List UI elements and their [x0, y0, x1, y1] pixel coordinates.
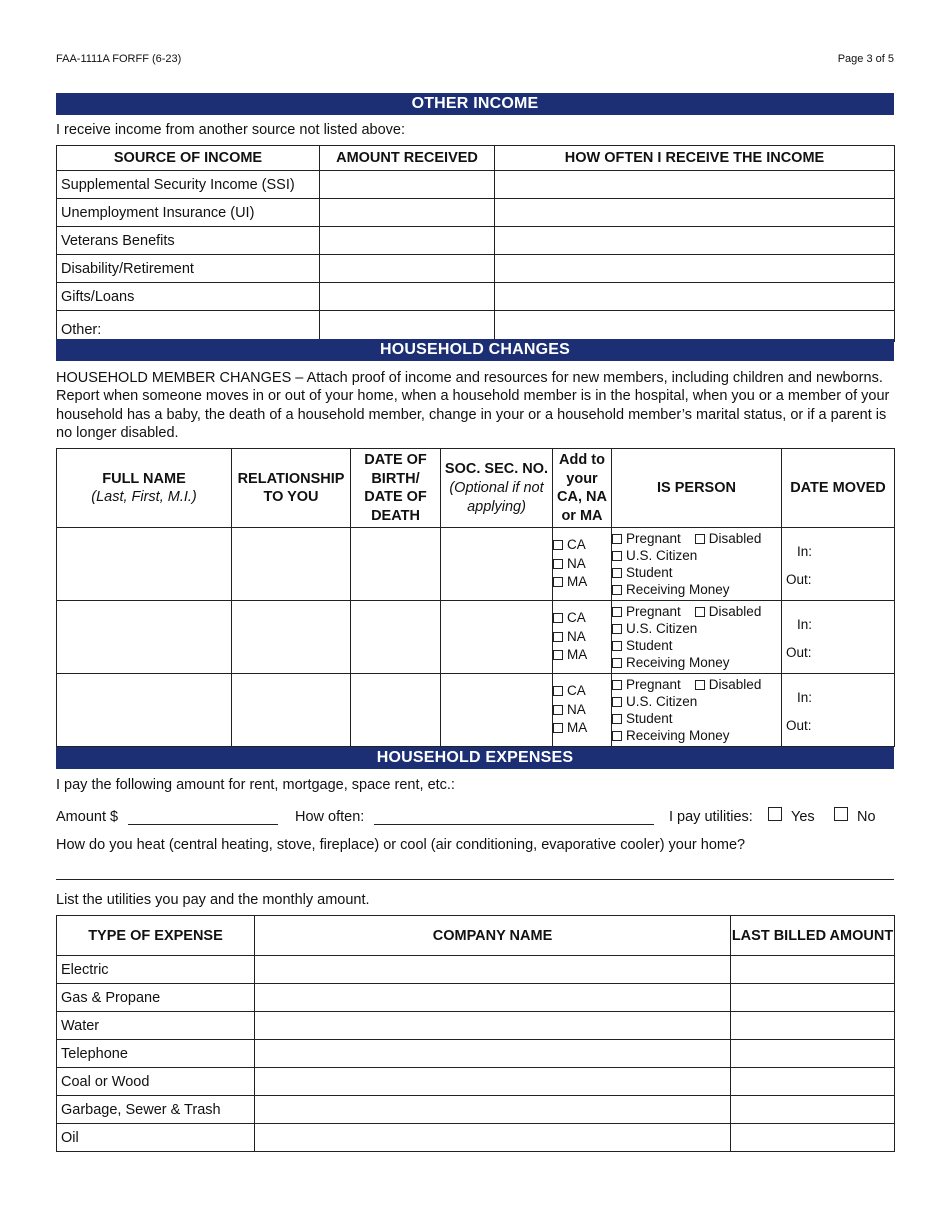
last-billed-field[interactable]: [731, 984, 895, 1012]
option-citizen[interactable]: [612, 547, 781, 564]
moved-in-label: In:: [797, 544, 813, 559]
how-often-field[interactable]: [495, 311, 895, 342]
na-checkbox[interactable]: [553, 559, 563, 569]
full-name-field[interactable]: [57, 528, 232, 601]
citizen-checkbox[interactable]: [612, 697, 622, 707]
income-source-other-label: Other:: [57, 311, 320, 342]
table-row: [57, 283, 895, 311]
option-ca[interactable]: [553, 536, 611, 555]
col-company-name: COMPANY NAME: [255, 916, 731, 956]
ma-checkbox[interactable]: [553, 650, 563, 660]
date-moved-cell[interactable]: [782, 601, 895, 674]
amount-received-field[interactable]: [320, 283, 495, 311]
table-row: [57, 255, 895, 283]
option-student[interactable]: [612, 637, 781, 654]
last-billed-field[interactable]: [731, 1012, 895, 1040]
other-income-intro: I receive income from another source not listed above:: [56, 122, 405, 138]
expense-type-label: Electric: [57, 956, 255, 984]
ssn-field[interactable]: [441, 601, 553, 674]
disabled-checkbox[interactable]: [695, 534, 705, 544]
student-checkbox[interactable]: [612, 714, 622, 724]
ssn-subheading: (Optional if not applying): [449, 479, 544, 515]
is-person-options: [612, 674, 782, 747]
option-pregnant[interactable]: [612, 604, 681, 619]
income-source-label: Disability/Retirement: [57, 255, 320, 283]
utilities-label: I pay utilities:: [669, 809, 753, 825]
citizen-checkbox[interactable]: [612, 551, 622, 561]
table-row: [57, 171, 895, 199]
company-name-field[interactable]: [255, 1096, 731, 1124]
dob-field[interactable]: [351, 601, 441, 674]
company-name-field[interactable]: [255, 984, 731, 1012]
option-pregnant[interactable]: [612, 531, 681, 546]
pregnant-label: Pregnant: [626, 531, 681, 546]
disabled-checkbox[interactable]: [695, 607, 705, 617]
pregnant-checkbox[interactable]: [612, 607, 622, 617]
full-name-subheading: (Last, First, M.I.): [91, 489, 197, 505]
amount-received-field[interactable]: [320, 255, 495, 283]
company-name-field[interactable]: [255, 1068, 731, 1096]
option-pregnant[interactable]: [612, 677, 681, 692]
option-disabled[interactable]: [695, 531, 762, 546]
form-id: FAA-1111A FORFF (6-23): [56, 53, 182, 65]
col-soc-sec-no: [441, 449, 553, 528]
table-row: [57, 1012, 895, 1040]
option-ma[interactable]: [553, 719, 611, 738]
ca-checkbox[interactable]: [553, 686, 563, 696]
ca-label: CA: [567, 537, 586, 553]
option-ma[interactable]: [553, 573, 611, 592]
money-label: Receiving Money: [626, 582, 730, 597]
money-checkbox[interactable]: [612, 731, 622, 741]
utilities-yes-label: Yes: [791, 809, 815, 825]
pregnant-label: Pregnant: [626, 604, 681, 619]
ca-label: CA: [567, 683, 586, 699]
moved-in-label: In:: [797, 617, 813, 632]
money-checkbox[interactable]: [612, 658, 622, 668]
student-label: Student: [626, 565, 673, 580]
add-to-options: [553, 528, 612, 601]
na-checkbox[interactable]: [553, 632, 563, 642]
option-ca[interactable]: [553, 609, 611, 628]
table-row: [57, 601, 895, 674]
table-row: [57, 1124, 895, 1152]
option-disabled[interactable]: [695, 677, 762, 692]
option-student[interactable]: [612, 564, 781, 581]
ma-checkbox[interactable]: [553, 577, 563, 587]
option-na[interactable]: [553, 628, 611, 647]
col-last-billed-amount: LAST BILLED AMOUNT: [731, 916, 895, 956]
ssn-field[interactable]: [441, 528, 553, 601]
money-label: Receiving Money: [626, 655, 730, 670]
is-person-options: [612, 528, 782, 601]
full-name-field[interactable]: [57, 674, 232, 747]
dob-field[interactable]: [351, 528, 441, 601]
company-name-field[interactable]: [255, 1012, 731, 1040]
na-label: NA: [567, 628, 586, 644]
table-row: [57, 311, 895, 342]
last-billed-field[interactable]: [731, 1096, 895, 1124]
col-type-of-expense: TYPE OF EXPENSE: [57, 916, 255, 956]
pregnant-checkbox[interactable]: [612, 534, 622, 544]
income-source-label: Gifts/Loans: [57, 283, 320, 311]
student-checkbox[interactable]: [612, 641, 622, 651]
amount-received-field[interactable]: [320, 311, 495, 342]
other-income-banner: OTHER INCOME: [56, 93, 894, 115]
relationship-field[interactable]: [232, 528, 351, 601]
expense-type-label: Telephone: [57, 1040, 255, 1068]
last-billed-field[interactable]: [731, 1124, 895, 1152]
how-often-label: How often:: [295, 809, 365, 825]
other-income-table: [56, 145, 895, 342]
moved-out-label: Out:: [786, 572, 812, 587]
option-ma[interactable]: [553, 646, 611, 665]
last-billed-field[interactable]: [731, 1068, 895, 1096]
company-name-field[interactable]: [255, 956, 731, 984]
how-often-field[interactable]: [495, 171, 895, 199]
citizen-label: U.S. Citizen: [626, 621, 698, 636]
ma-label: MA: [567, 574, 588, 590]
expense-type-label: Coal or Wood: [57, 1068, 255, 1096]
add-to-options: [553, 674, 612, 747]
date-moved-cell[interactable]: [782, 528, 895, 601]
option-citizen[interactable]: [612, 620, 781, 637]
how-often-field[interactable]: [495, 199, 895, 227]
page-number: Page 3 of 5: [837, 53, 894, 65]
student-label: Student: [626, 711, 673, 726]
utilities-table: [56, 915, 895, 1152]
company-name-field[interactable]: [255, 1124, 731, 1152]
table-row: [57, 199, 895, 227]
expense-type-label: Gas & Propane: [57, 984, 255, 1012]
col-date-of-birth-death: DATE OF BIRTH/ DATE OF DEATH: [351, 449, 441, 528]
option-citizen[interactable]: [612, 693, 781, 710]
amount-label: Amount $: [56, 809, 119, 825]
household-expenses-banner: HOUSEHOLD EXPENSES: [56, 747, 894, 769]
relationship-field[interactable]: [232, 674, 351, 747]
household-changes-banner: HOUSEHOLD CHANGES: [56, 339, 894, 361]
option-na[interactable]: [553, 701, 611, 720]
ma-label: MA: [567, 647, 588, 663]
citizen-label: U.S. Citizen: [626, 548, 698, 563]
disabled-checkbox[interactable]: [695, 680, 705, 690]
amount-input[interactable]: [128, 824, 278, 825]
pregnant-checkbox[interactable]: [612, 680, 622, 690]
income-source-label: Veterans Benefits: [57, 227, 320, 255]
expense-type-label: Water: [57, 1012, 255, 1040]
ca-label: CA: [567, 610, 586, 626]
how-often-field[interactable]: [495, 283, 895, 311]
amount-received-field[interactable]: [320, 199, 495, 227]
student-checkbox[interactable]: [612, 568, 622, 578]
student-label: Student: [626, 638, 673, 653]
disabled-label: Disabled: [708, 604, 762, 619]
income-source-label: Supplemental Security Income (SSI): [57, 171, 320, 199]
citizen-label: U.S. Citizen: [626, 694, 698, 709]
table-row: [57, 227, 895, 255]
full-name-heading: FULL NAME: [102, 471, 186, 487]
pregnant-label: Pregnant: [626, 677, 681, 692]
ca-checkbox[interactable]: [553, 613, 563, 623]
option-receiving-money[interactable]: [612, 727, 781, 744]
money-checkbox[interactable]: [612, 585, 622, 595]
add-to-options: [553, 601, 612, 674]
is-person-options: [612, 601, 782, 674]
full-name-field[interactable]: [57, 601, 232, 674]
ssn-field[interactable]: [441, 674, 553, 747]
table-row: [57, 1068, 895, 1096]
ma-checkbox[interactable]: [553, 723, 563, 733]
utilities-yes-checkbox[interactable]: [768, 807, 782, 821]
col-relationship: RELATIONSHIP TO YOU: [232, 449, 351, 528]
col-amount-received: AMOUNT RECEIVED: [320, 146, 495, 171]
dob-field[interactable]: [351, 674, 441, 747]
option-receiving-money[interactable]: [612, 581, 781, 598]
heat-question: How do you heat (central heating, stove, fireplace) or cool (air conditioning, evaporative cooler) your home?: [56, 837, 746, 853]
table-row: [57, 1096, 895, 1124]
option-receiving-money[interactable]: [612, 654, 781, 671]
disabled-label: Disabled: [708, 677, 762, 692]
how-often-input[interactable]: [374, 824, 654, 825]
rent-intro: I pay the following amount for rent, mortgage, space rent, etc.:: [56, 777, 455, 793]
moved-out-label: Out:: [786, 718, 812, 733]
option-ca[interactable]: [553, 682, 611, 701]
col-full-name: [57, 449, 232, 528]
col-source-of-income: SOURCE OF INCOME: [57, 146, 320, 171]
heat-answer-input[interactable]: [56, 879, 894, 880]
ssn-heading: SOC. SEC. NO.: [444, 460, 549, 477]
utilities-intro: List the utilities you pay and the monthly amount.: [56, 892, 370, 908]
last-billed-field[interactable]: [731, 1040, 895, 1068]
col-how-often: HOW OFTEN I RECEIVE THE INCOME: [495, 146, 895, 171]
disabled-label: Disabled: [708, 531, 762, 546]
utilities-no-label: No: [857, 809, 876, 825]
income-source-label: Unemployment Insurance (UI): [57, 199, 320, 227]
last-billed-field[interactable]: [731, 956, 895, 984]
table-row: [57, 956, 895, 984]
col-is-person: IS PERSON: [612, 449, 782, 528]
na-checkbox[interactable]: [553, 705, 563, 715]
ca-checkbox[interactable]: [553, 540, 563, 550]
amount-received-field[interactable]: [320, 227, 495, 255]
expense-type-label: Oil: [57, 1124, 255, 1152]
money-label: Receiving Money: [626, 728, 730, 743]
table-row: [57, 674, 895, 747]
household-changes-paragraph: HOUSEHOLD MEMBER CHANGES – Attach proof of income and resources for new members, including children and newborns. Report when someone moves in or out of your home, when a household member is in the hospital, when you or a member of your household has a baby, the death of a household member, change in your or a household member’s marital status, or if a parent is no longer disabled.: [56, 370, 890, 441]
moved-out-label: Out:: [786, 645, 812, 660]
relationship-field[interactable]: [232, 601, 351, 674]
col-date-moved: DATE MOVED: [782, 449, 895, 528]
ma-label: MA: [567, 720, 588, 736]
col-add-to: Add to your CA, NA or MA: [553, 449, 612, 528]
citizen-checkbox[interactable]: [612, 624, 622, 634]
table-row: [57, 528, 895, 601]
household-members-table: [56, 448, 895, 747]
option-na[interactable]: [553, 555, 611, 574]
na-label: NA: [567, 555, 586, 571]
table-row: [57, 984, 895, 1012]
date-moved-cell[interactable]: [782, 674, 895, 747]
moved-in-label: In:: [797, 690, 813, 705]
na-label: NA: [567, 701, 586, 717]
utilities-no-checkbox[interactable]: [834, 807, 848, 821]
how-often-field[interactable]: [495, 255, 895, 283]
company-name-field[interactable]: [255, 1040, 731, 1068]
option-student[interactable]: [612, 710, 781, 727]
expense-type-label: Garbage, Sewer & Trash: [57, 1096, 255, 1124]
option-disabled[interactable]: [695, 604, 762, 619]
how-often-field[interactable]: [495, 227, 895, 255]
amount-received-field[interactable]: [320, 171, 495, 199]
table-row: [57, 1040, 895, 1068]
